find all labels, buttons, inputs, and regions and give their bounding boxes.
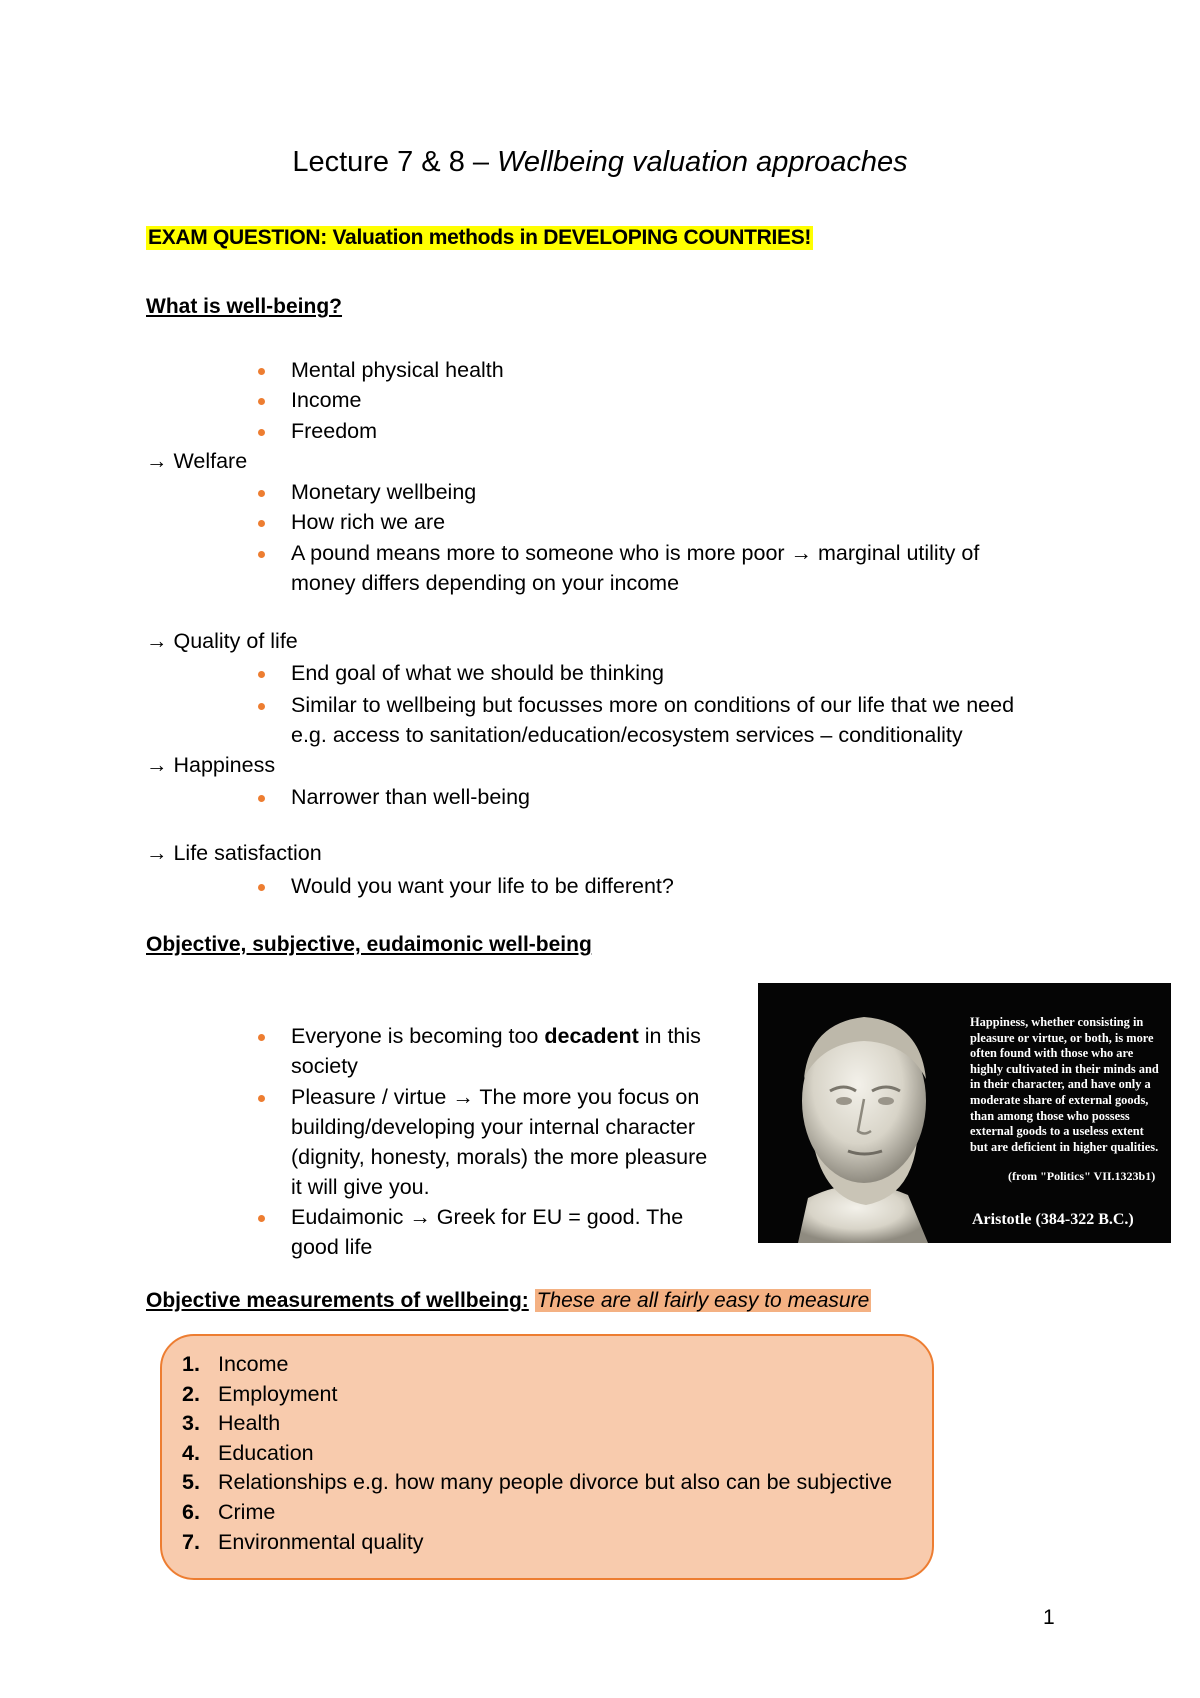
label-happiness: → Happiness [146,753,276,777]
item-number: 7. [182,1529,200,1554]
list-item-continuation: building/developing your internal character [291,1115,695,1139]
text-fragment: in this [638,1024,701,1048]
figure-caption: Aristotle (384-322 B.C.) [972,1211,1134,1228]
heading-text: Objective measurements of wellbeing: [146,1289,529,1312]
item-text: Crime [218,1499,276,1524]
list-item-continuation: money differs depending on your income [291,571,680,595]
item-text: Income [218,1352,289,1376]
list-item: A pound means more to someone who is more poor → marginal utility of [291,541,980,565]
numbered-item [182,1528,892,1558]
bullet-icon [258,429,265,436]
list-item: End goal of what we should be thinking [291,661,664,685]
aristotle-figure [758,983,1171,1243]
list-item: Similar to wellbeing but focusses more on conditions of our life that we need [291,693,1015,717]
bullet-icon [258,398,265,405]
numbered-item [182,1439,892,1469]
bullet-icon [258,1034,265,1041]
label-welfare: → Welfare [146,449,248,473]
bullet-icon [258,795,265,802]
item-text: Education [218,1440,314,1465]
list-item: Monetary wellbeing [291,480,477,504]
list-item-continuation: society [291,1054,358,1078]
list-item: Income [291,388,362,412]
label-life-satisfaction: → Life satisfaction [146,841,322,865]
highlight-note: These are all fairly easy to measure [536,1289,870,1312]
title-main: Lecture 7 & 8 – [292,146,498,178]
numbered-item [182,1498,892,1528]
item-number: 5. [182,1470,200,1495]
heading-objective-measurements [146,1289,871,1313]
item-number: 3. [182,1411,200,1436]
item-text: Health [218,1411,281,1436]
title-italic: Wellbeing valuation approaches [497,146,908,178]
item-number: 1. [182,1352,200,1376]
page-number: 1 [1043,1606,1055,1629]
bullet-icon [258,490,265,497]
bullet-icon [258,884,265,891]
item-number: 2. [182,1381,200,1406]
item-number: 4. [182,1440,200,1465]
list-item: Pleasure / virtue → The more you focus on [291,1085,700,1109]
list-item-continuation: it will give you. [291,1175,430,1199]
list-item-continuation: good life [291,1235,373,1259]
bullet-icon [258,671,265,678]
list-item: Mental physical health [291,358,504,382]
bullet-icon [258,703,265,710]
list-item: Narrower than well-being [291,785,530,809]
numbered-item [182,1468,892,1498]
list-item-continuation: (dignity, honesty, morals) the more pleasure [291,1145,708,1169]
list-item: How rich we are [291,510,446,534]
exam-note: EXAM QUESTION: Valuation methods in DEVELOPING COUNTRIES! [148,226,812,249]
heading-eudaimonic: Objective, subjective, eudaimonic well-being [146,933,592,956]
numbered-item [182,1350,892,1380]
numbered-item [182,1380,892,1410]
heading-what-is-wellbeing: What is well-being? [146,295,343,318]
list-item: Eudaimonic → Greek for EU = good. The [291,1205,684,1229]
label-quality-of-life: → Quality of life [146,629,298,653]
objective-measures-list [182,1350,892,1557]
aristotle-quote: Happiness, whether consisting in pleasure or virtue, or both, is more often found with those who are highly cultivated in their minds and in their character, and have only a moderate share of external goods, than among those who possess external goods to a useless extent but are deficient in higher qualities. [970,1015,1159,1154]
list-item: Freedom [291,419,378,443]
bullet-icon [258,551,265,558]
page-title [0,146,1200,179]
text-fragment: Everyone is becoming too [291,1024,545,1048]
bullet-icon [258,1215,265,1222]
item-number: 6. [182,1499,200,1524]
item-text: Relationships e.g. how many people divorce but also can be subjective [218,1470,893,1495]
item-text: Environmental quality [218,1529,424,1554]
numbered-item [182,1409,892,1439]
list-item: Would you want your life to be different? [291,874,674,898]
bullet-icon [258,1095,265,1102]
bullet-icon [258,520,265,527]
item-text: Employment [218,1381,338,1406]
list-item [291,1021,701,1051]
list-item-continuation: e.g. access to sanitation/education/ecosystem services – conditionality [291,723,963,747]
text-bold: decadent [544,1024,639,1048]
quote-source: (from "Politics" VII.1323b1) [1008,1169,1156,1183]
bullet-icon [258,368,265,375]
